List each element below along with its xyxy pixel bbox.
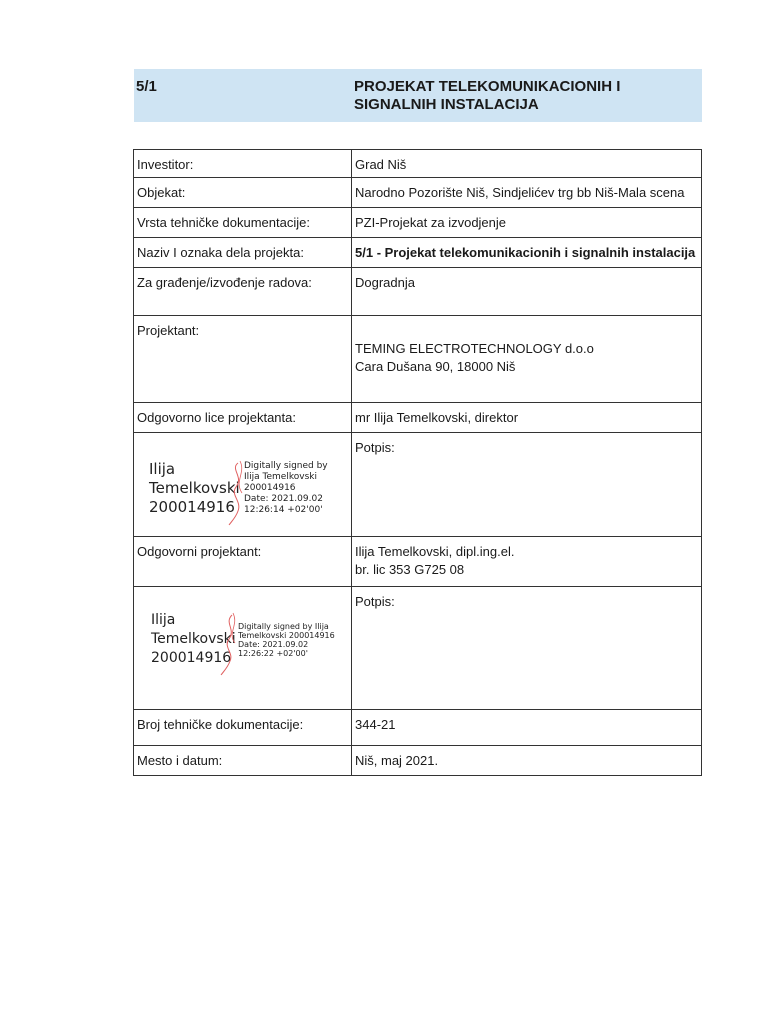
row-mesto <box>134 746 702 776</box>
odgovorni-projektant-license: br. lic 353 G725 08 <box>355 562 465 577</box>
row-vrsta <box>134 208 702 238</box>
label-odgovorno-lice: Odgovorno lice projektanta: <box>134 403 352 433</box>
digital-signature-2 <box>134 587 351 709</box>
digital-signature-1 <box>134 433 351 536</box>
row-projektant <box>134 316 702 403</box>
sig1-meta-3: 200014916 <box>244 483 296 493</box>
row-potpis-1 <box>134 433 702 537</box>
sig2-meta-4: 12:26:22 +02'00' <box>238 649 308 658</box>
label-objekat: Objekat: <box>134 178 352 208</box>
label-odgovorni-projektant: Odgovorni projektant: <box>134 537 352 587</box>
row-gradjenje <box>134 268 702 316</box>
value-broj: 344-21 <box>352 710 702 746</box>
sig1-name-last: Temelkovski <box>149 479 240 497</box>
projektant-company: TEMING ELECTROTECHNOLOGY d.o.o <box>355 341 594 356</box>
row-investitor <box>134 150 702 178</box>
row-odgovorni-projektant <box>134 537 702 587</box>
row-objekat <box>134 178 702 208</box>
signature-cell-2 <box>134 587 352 710</box>
sig2-name-first: Ilija <box>151 612 176 628</box>
value-potpis-2: Potpis: <box>352 587 702 710</box>
value-investitor: Grad Niš <box>352 150 702 178</box>
label-naziv: Naziv I oznaka dela projekta: <box>134 238 352 268</box>
sig1-meta-2: Ilija Temelkovski <box>244 472 317 482</box>
row-naziv <box>134 238 702 268</box>
header-title: PROJEKAT TELEKOMUNIKACIONIH I SIGNALNIH INSTALACIJA <box>354 78 621 113</box>
value-odgovorno-lice: mr Ilija Temelkovski, direktor <box>352 403 702 433</box>
header-number: 5/1 <box>136 78 157 95</box>
sig1-meta-1: Digitally signed by <box>244 461 328 471</box>
label-investitor: Investitor: <box>134 150 352 178</box>
value-naziv-code: 5/1 <box>355 245 374 260</box>
sig2-meta-3: Date: 2021.09.02 <box>238 640 309 649</box>
value-vrsta: PZI-Projekat za izvodjenje <box>352 208 702 238</box>
sig2-name-last: Temelkovski <box>151 631 236 647</box>
value-mesto: Niš, maj 2021. <box>352 746 702 776</box>
value-objekat: Narodno Pozorište Niš, Sindjelićev trg bb Niš-Mala scena <box>352 178 702 208</box>
sig1-meta-5: 12:26:14 +02'00' <box>244 505 323 515</box>
row-potpis-2 <box>134 587 702 710</box>
value-naziv-text: - Projekat telekomunikacionih i signalnih instalacija <box>373 245 696 260</box>
document-header <box>134 69 702 122</box>
signature-cell-1 <box>134 433 352 537</box>
value-naziv <box>352 238 702 268</box>
odgovorni-projektant-name: Ilija Temelkovski, dipl.ing.el. <box>355 544 515 559</box>
value-projektant <box>352 316 702 403</box>
label-broj: Broj tehničke dokumentacije: <box>134 710 352 746</box>
label-vrsta: Vrsta tehničke dokumentacije: <box>134 208 352 238</box>
sig1-id: 200014916 <box>149 498 235 516</box>
project-info-table <box>133 149 702 776</box>
value-odgovorni-projektant <box>352 537 702 587</box>
sig1-meta-4: Date: 2021.09.02 <box>244 494 323 504</box>
sig2-meta-1: Digitally signed by Ilija <box>238 622 329 631</box>
label-mesto: Mesto i datum: <box>134 746 352 776</box>
label-gradjenje: Za građenje/izvođenje radova: <box>134 268 352 316</box>
sig1-name-first: Ilija <box>149 460 176 478</box>
value-gradjenje: Dogradnja <box>352 268 702 316</box>
label-projektant: Projektant: <box>134 316 352 403</box>
row-broj <box>134 710 702 746</box>
projektant-address: Cara Dušana 90, 18000 Niš <box>355 359 516 374</box>
sig2-meta-2: Temelkovski 200014916 <box>238 631 335 640</box>
row-odgovorno-lice <box>134 403 702 433</box>
value-potpis-1: Potpis: <box>352 433 702 537</box>
sig2-id: 200014916 <box>151 650 232 666</box>
